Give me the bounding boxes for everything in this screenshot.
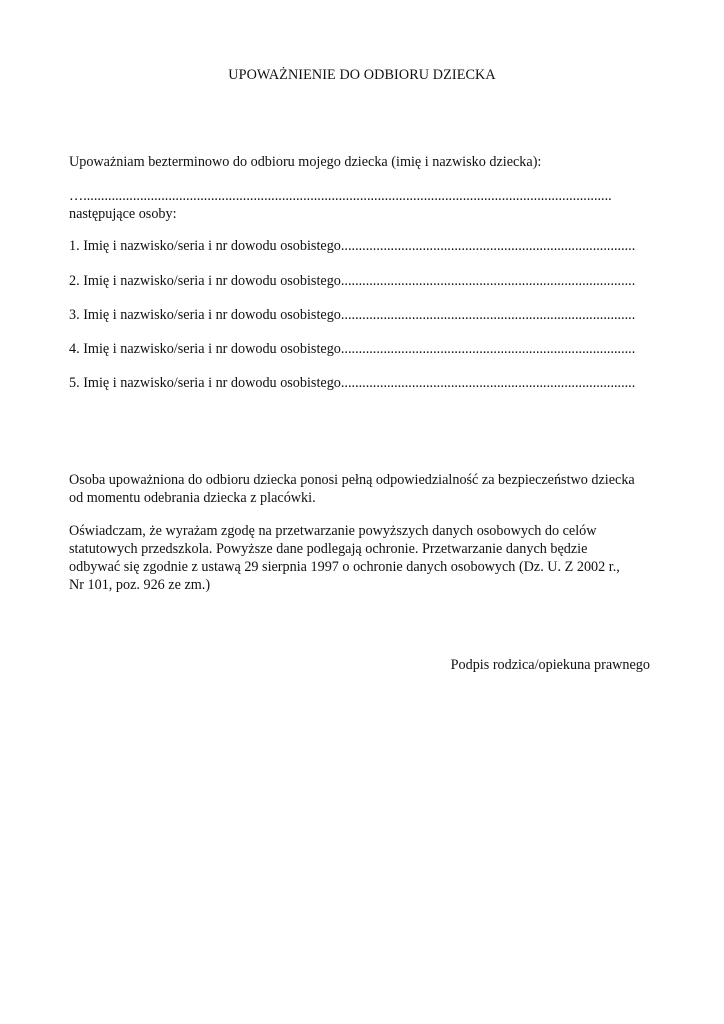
consent-line-1: Oświadczam, że wyrażam zgodę na przetwarzanie powyższych danych osobowych do celów — [69, 523, 597, 539]
responsibility-line-2: od momentu odebrania dziecka z placówki. — [69, 490, 316, 506]
consent-paragraph — [69, 522, 659, 594]
consent-line-2: statutowych przedszkola. Powyższe dane podlegają ochronie. Przetwarzanie danych będzie — [69, 541, 588, 557]
person-line-5: 5. Imię i nazwisko/seria i nr dowodu osobistego................................................................................... — [69, 375, 636, 391]
document-title: UPOWAŻNIENIE DO ODBIORU DZIECKA — [228, 67, 496, 83]
person-line-4: 4. Imię i nazwisko/seria i nr dowodu osobistego................................................................................... — [69, 341, 636, 357]
responsibility-line-1: Osoba upoważniona do odbioru dziecka ponosi pełną odpowiedzialność za bezpieczeństwo dziecka — [69, 472, 635, 488]
intro-text: Upoważniam bezterminowo do odbioru mojego dziecka (imię i nazwisko dziecka): — [69, 154, 542, 170]
persons-label: następujące osoby: — [69, 206, 177, 222]
responsibility-paragraph — [69, 471, 659, 507]
person-line-2: 2. Imię i nazwisko/seria i nr dowodu osobistego................................................................................... — [69, 273, 636, 289]
consent-line-4: Nr 101, poz. 926 ze zm.) — [69, 577, 211, 593]
child-name-line: …..................................................................................................................................................... — [69, 188, 612, 204]
person-line-3: 3. Imię i nazwisko/seria i nr dowodu osobistego................................................................................... — [69, 307, 636, 323]
consent-line-3: odbywać się zgodnie z ustawą 29 sierpnia 1997 o ochronie danych osobowych (Dz. U. Z 2002 r., — [69, 559, 620, 575]
signature-label: Podpis rodzica/opiekuna prawnego — [450, 657, 650, 673]
person-line-1: 1. Imię i nazwisko/seria i nr dowodu osobistego................................................................................... — [69, 238, 636, 254]
